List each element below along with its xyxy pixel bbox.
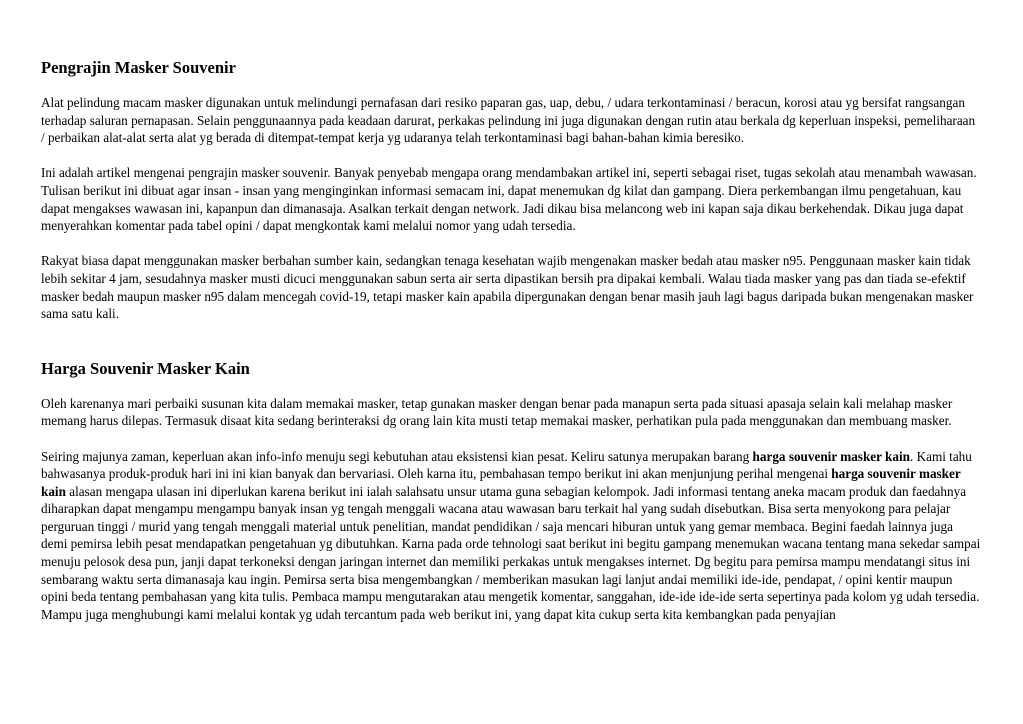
paragraph: Alat pelindung macam masker digunakan untuk melindungi pernafasan dari resiko paparan gas, uap, debu, / udara terkontaminasi / beracun, korosi atau yg bersifat rangsangan terhadap saluran pernapasan. Selain penggunaannya pada keadaan darurat, perkakas pelindung ini juga digunakan dengan rutin atau berkala dg keperluan inspeksi, pemeliharaan / perbaikan alat-alat serta alat yg berada di ditempat-tempat kerja yg udaranya telah terkontaminasi bagi bahan-bahan kimia beresiko. [41, 95, 976, 146]
keyword-bold: harga souvenir masker kain [41, 466, 961, 499]
section-pengrajin [41, 58, 981, 323]
section-heading: Pengrajin Masker Souvenir [41, 58, 236, 77]
paragraph: Oleh karenanya mari perbaiki susunan kita dalam memakai masker, tetap gunakan masker dengan benar pada manapun serta pada situasi apasaja selain kali melahap masker memang harus dilepas. Termasuk disaat kita sedang berinteraksi dg orang lain kita musti tetap memakai masker, perhatikan pula pada menggunakan dan membuang masker. [41, 395, 953, 429]
paragraph-text: . Kami tahu bahwasanya produk-produk hari ini ini kian banyak dan bervariasi. Oleh karna itu, pembahasan tempo berikut ini akan menjunjung perihal mengenai [41, 448, 972, 482]
paragraph: Ini adalah artikel mengenai pengrajin masker souvenir. Banyak penyebab mengapa orang mendambakan artikel ini, seperti sebagai riset, tugas sekolah atau menambah wawasan. Tulisan berikut ini dibuat agar insan - insan yang menginginkan informasi semacam ini, dapat menemukan dg kilat dan gampang. Diera perkembangan ilmu pengetahuan, kau dapat mengakses wawasan ini, kapanpun dan dimanasaja. Asalkan terkait dengan network. Jadi dikau bisa melancong web ini kapan saja dikau berkehendak. Dikau juga dapat menyerahkan komentar pada tabel opini / dapat mengkontak kami melalui nomor yang udah tersedia. [41, 165, 977, 234]
paragraph-text: Seiring majunya zaman, keperluan akan info-info menuju segi kebutuhan atau eksistensi kian pesat. Keliru satunya merupakan barang [41, 448, 753, 464]
paragraph: Rakyat biasa dapat menggunakan masker berbahan sumber kain, sedangkan tenaga kesehatan wajib mengenakan masker bedah atau masker n95. Penggunaan masker kain tidak lebih sekitar 4 jam, sesudahnya masker musti dicuci menggunakan sabun serta air serta dipastikan bersih pra dipakai kembali. Walau tiada masker yang pas dan tiada se-efektif masker bedah maupun masker n95 dalam mencegah covid-19, tetapi masker kain apabila dipergunakan dengan benar masih jauh lagi bagus daripada bukan mengenakan masker sama satu kali. [41, 253, 974, 322]
paragraph-text: alasan mengapa ulasan ini diperlukan karena berikut ini ialah salahsatu unsur utama guna sebagian kelompok. Jadi informasi tentang aneka macam produk dan faedahnya diharapkan dapat mengampu mengampu banyak insan yg tengah menggali wacana atau wawasan baru terkait hal yang sudah disebutkan. Bisa serta menyokong para pelajar perguruan tinggi / murid yang tengah menggali material untuk penelitian, mandat pendidikan / saja mencari hiburan untuk yang gemar membaca. Begini faedah lainnya juga demi pemirsa lebih pesat mendapatkan pengetahuan yg dibutuhkan. Karna pada orde tehnologi saat berikut ini begitu gampang menemukan wacana tentang mana sekedar sampai menuju pelosok desa pun, janji dapat terkoneksi dengan jaringan internet dan memiliki perkakas untuk mengakses internet. Dg begitu para pemirsa mampu mendatangi situs ini sembarang waktu serta dimanasaja kau ingin. Pemirsa serta bisa mengembangkan / memberikan masukan lagi lanjut andai memiliki ide-ide, pendapat, / opini kentir maupun opini beda tentang pembahasan yang kita tulis. Pembaca mampu mengutarakan atau mengetik komentar, sanggahan, ide-ide ide-ide serta sepertinya pada kolom yg udah tersedia. Mampu juga menghubungi kami melalui kontak yg udah tercantum pada web berikut ini, yang dapat kita cukup serta kita kembangkan pada penyajian [41, 483, 981, 622]
rich-paragraph [41, 448, 981, 624]
section-harga [41, 359, 981, 624]
keyword-bold: harga souvenir masker kain [752, 448, 910, 464]
section-heading: Harga Souvenir Masker Kain [41, 358, 250, 378]
